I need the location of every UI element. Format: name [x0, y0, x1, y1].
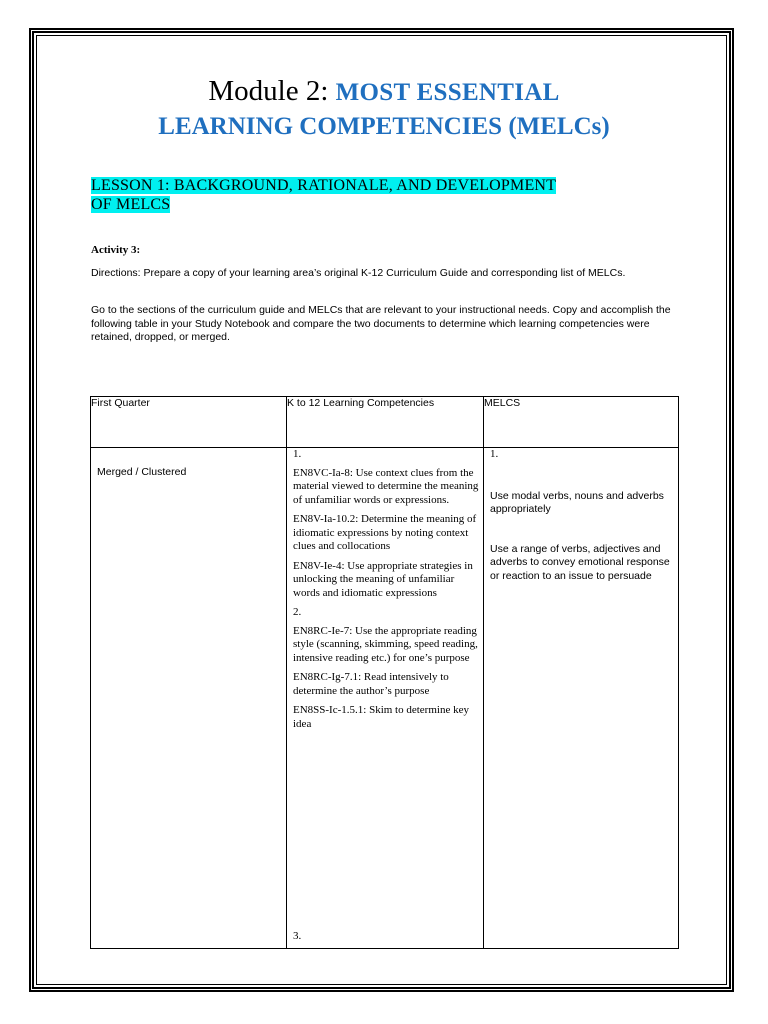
k12-number-1: 1.: [293, 448, 302, 460]
melcs-item: Use a range of verbs, adjectives and adverbs to convey emotional response or reaction to an issue to persuade: [490, 542, 670, 582]
row-label: Merged / Clustered: [97, 466, 187, 478]
title-accent-line2: LEARNING COMPETENCIES (MELCs): [158, 113, 610, 140]
header-first-quarter: First Quarter: [91, 397, 287, 448]
k12-item: EN8VC-Ia-8: Use context clues from the material viewed to determine the meaning of unfamiliar words or expressions.: [293, 466, 479, 506]
k12-number-3: 3.: [293, 930, 302, 942]
k12-item: EN8V-Ie-4: Use appropriate strategies in unlocking the meaning of unfamiliar words and idiomatic expressions: [293, 559, 473, 599]
title-accent-line1: MOST ESSENTIAL: [335, 79, 560, 106]
lesson-heading: [91, 176, 691, 214]
melcs-number-1: 1.: [490, 448, 499, 460]
instructions-paragraph: Go to the sections of the curriculum guide and MELCs that are relevant to your instructional needs. Copy and accomplish the following table in your Study Notebook and compare the two documents to determine which learning competencies were retained, dropped, or merged.: [91, 304, 671, 343]
melcs-item: Use modal verbs, nouns and adverbs appropriately: [490, 489, 664, 515]
melcs-cell: [484, 448, 679, 949]
module-title: [60, 74, 708, 144]
title-prefix: Module 2:: [208, 75, 336, 107]
k12-item: EN8SS-Ic-1.5.1: Skim to determine key idea: [293, 704, 469, 730]
k12-item: EN8RC-Ie-7: Use the appropriate reading style (scanning, skimming, speed reading, intensive reading etc.) for one’s purpose: [293, 624, 478, 664]
directions-paragraph: Directions: Prepare a copy of your learning area’s original K-12 Curriculum Guide and corresponding list of MELCs.: [91, 267, 626, 279]
k12-number-2: 2.: [293, 606, 302, 618]
k12-item: EN8V-Ia-10.2: Determine the meaning of idiomatic expressions by noting context clues and collocations: [293, 513, 477, 552]
competencies-table: [90, 396, 679, 949]
lesson-heading-line1: LESSON 1: BACKGROUND, RATIONALE, AND DEVELOPMENT: [91, 177, 557, 194]
row-label-cell: [91, 448, 287, 949]
header-k12-competencies: K to 12 Learning Competencies: [287, 397, 484, 448]
activity-heading: Activity 3:: [91, 244, 141, 256]
lesson-heading-line2: OF MELCS: [91, 196, 171, 213]
header-melcs: MELCS: [484, 397, 679, 448]
k12-item: EN8RC-Ig-7.1: Read intensively to determine the author’s purpose: [293, 671, 449, 697]
k12-cell: [287, 448, 484, 949]
table-header-row: [91, 397, 679, 448]
table-row: [91, 448, 679, 949]
